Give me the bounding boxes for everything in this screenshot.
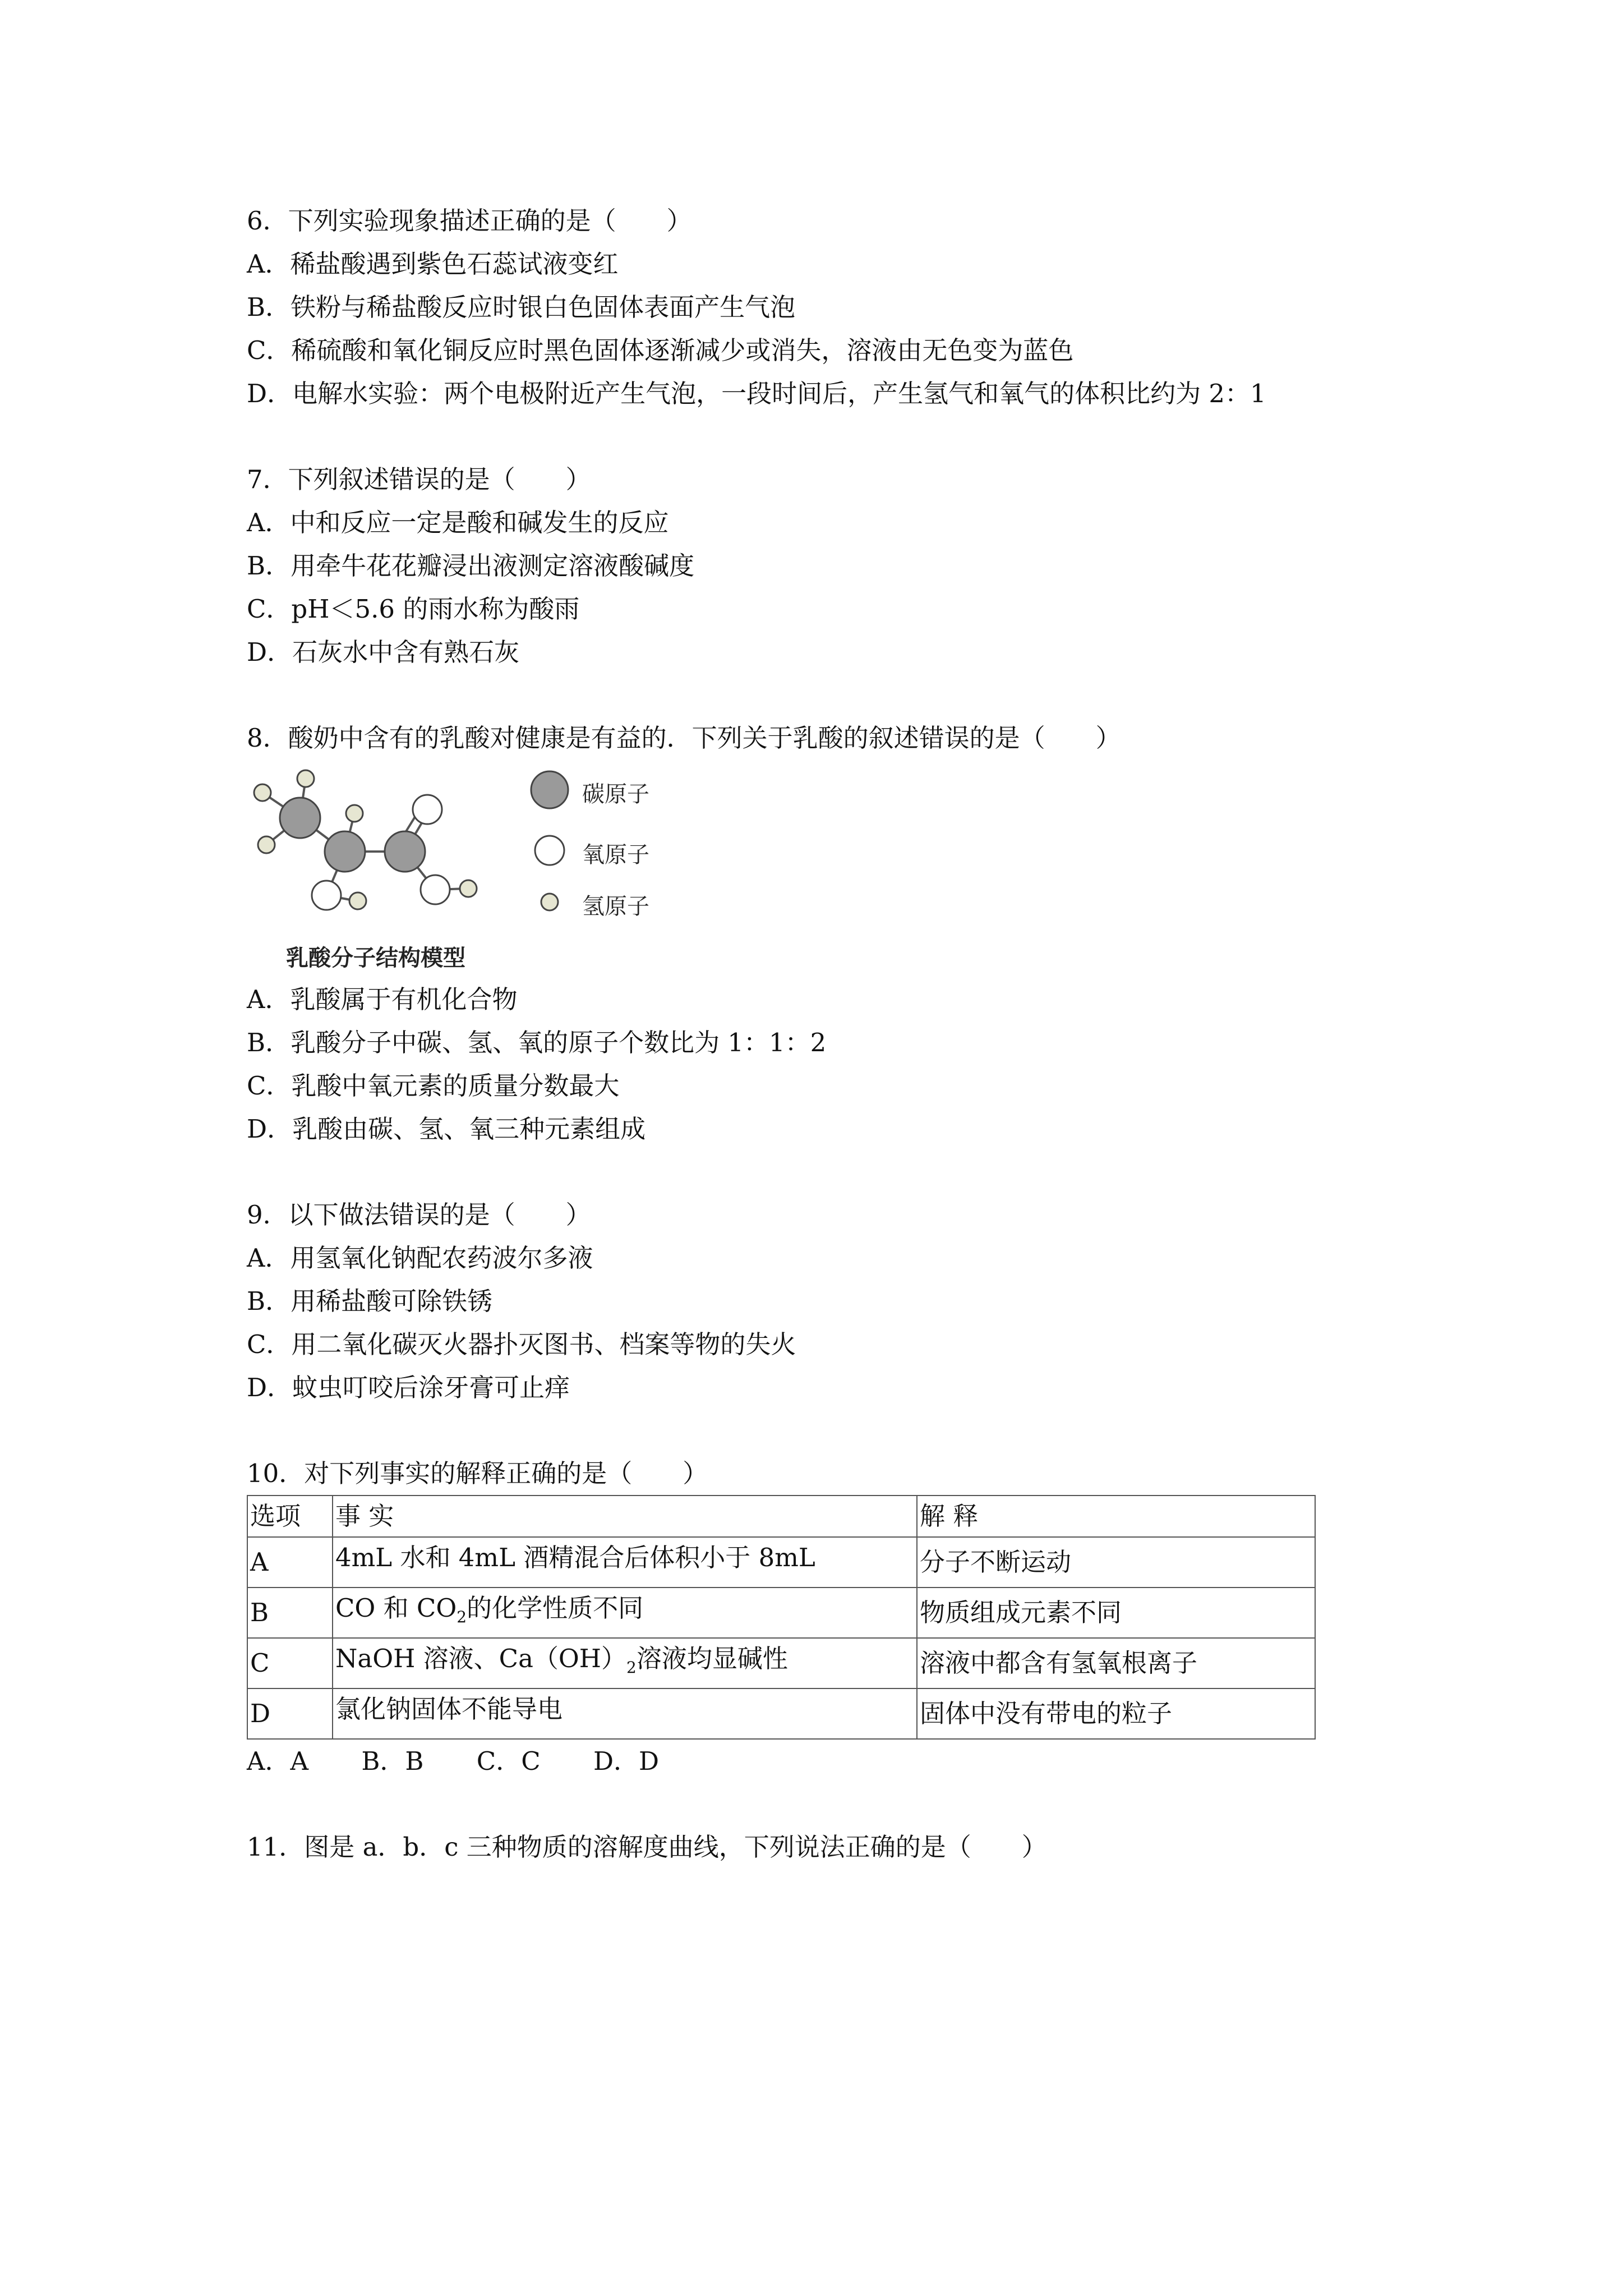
figure-caption: 乳酸分子结构模型 [286,945,465,971]
question-7-option-c: C．pH＜5.6 的雨水称为酸雨 [247,594,580,624]
question-6-title: 6．下列实验现象描述正确的是（ ） [247,206,692,236]
question-7-option-b: B．用牵牛花花瓣浸出液测定溶液酸碱度 [247,551,695,581]
table-row [247,1688,1315,1739]
hydrogen-atom-1 [297,770,314,787]
question-9-option-a: A．用氢氧化钠配农药波尔多液 [247,1243,593,1273]
legend-carbon-swatch [531,771,568,808]
question-9-option-c: C．用二氧化碳灭火器扑灭图书、档案等物的失火 [247,1329,796,1359]
row-fact [333,1638,917,1688]
fact-text: CO 和 CO [335,1593,457,1623]
legend-oxygen-swatch [535,836,564,865]
answer-option-a: A．A [247,1746,308,1776]
question-11-title: 11．图是 a．b．c 三种物质的溶解度曲线，下列说法正确的是（ ） [247,1832,1047,1862]
question-7 [247,458,1402,674]
row-option: C [247,1638,333,1688]
table-row [247,1537,1315,1588]
question-8-option-b: B．乳酸分子中碳、氢、氧的原子个数比为 1：1：2 [247,1028,827,1057]
row-option: B [247,1588,333,1638]
row-fact [333,1537,917,1588]
carbon-atom-1 [280,798,320,838]
hydrogen-atom-6 [460,880,477,897]
row-option: D [247,1688,333,1739]
question-9-title: 9．以下做法错误的是（ ） [247,1200,591,1230]
row-fact [333,1688,917,1739]
question-8-option-c: C．乳酸中氧元素的质量分数最大 [247,1071,620,1101]
fact-subscript: 2 [457,1608,467,1626]
answer-option-b: B．B [361,1746,424,1776]
question-8-title: 8．酸奶中含有的乳酸对健康是有益的．下列关于乳酸的叙述错误的是（ ） [247,723,1121,753]
fact-text: NaOH 溶液、Ca（OH） [335,1644,627,1673]
facts-table [247,1495,1316,1740]
answer-option-d: D．D [593,1746,660,1776]
table-row [247,1588,1315,1638]
question-9-option-d: D．蚊虫叮咬后涂牙膏可止痒 [247,1373,570,1402]
legend-hydrogen-label: 氢原子 [582,894,649,919]
legend-oxygen-label: 氧原子 [582,842,649,868]
question-9 [247,1193,1402,1409]
row-option: A [247,1537,333,1588]
question-6-option-b: B．铁粉与稀盐酸反应时银白色固体表面产生气泡 [247,292,796,322]
row-explanation: 物质组成元素不同 [917,1588,1315,1638]
question-page [247,199,1402,1869]
question-6-option-a: A．稀盐酸遇到紫色石蕊试液变红 [247,249,619,279]
row-explanation: 固体中没有带电的粒子 [917,1688,1315,1739]
oxygen-atom-3 [421,875,450,904]
fact-text-tail: 溶液均显碱性 [636,1644,788,1673]
question-7-option-d: D．石灰水中含有熟石灰 [247,637,520,667]
question-8 [247,716,1402,1151]
header-explanation: 解 释 [917,1496,1315,1537]
table-header-row [247,1496,1315,1537]
carbon-atom-3 [385,831,425,872]
question-7-option-a: A．中和反应一定是酸和碱发生的反应 [247,508,669,537]
row-explanation: 分子不断运动 [917,1537,1315,1588]
question-7-title: 7．下列叙述错误的是（ ） [247,464,591,494]
row-explanation: 溶液中都含有氢氧根离子 [917,1638,1315,1688]
fact-subscript: 2 [626,1658,637,1677]
question-10 [247,1452,1402,1783]
fact-text-tail: 的化学性质不同 [467,1593,644,1623]
question-8-option-a: A．乳酸属于有机化合物 [247,984,518,1014]
oxygen-atom-1 [413,795,442,824]
question-6-option-d: D．电解水实验：两个电极附近产生气泡，一段时间后，产生氢气和氧气的体积比约为 2：1 [247,379,1266,408]
question-6 [247,199,1402,415]
header-fact: 事 实 [333,1496,917,1537]
question-6-option-c: C．稀硫酸和氧化铜反应时黑色固体逐渐减少或消失，溶液由无色变为蓝色 [247,335,1074,365]
question-10-title: 10．对下列事实的解释正确的是（ ） [247,1458,708,1488]
answer-option-c: C．C [476,1746,541,1776]
question-8-option-d: D．乳酸由碳、氢、氧三种元素组成 [247,1114,646,1144]
lactic-acid-model-figure [247,762,707,978]
hydrogen-atom-4 [346,805,363,822]
fact-text: 4mL 水和 4mL 酒精混合后体积小于 8mL [335,1543,815,1572]
hydrogen-atom-5 [349,892,366,909]
question-11 [247,1825,1402,1869]
legend-hydrogen-swatch [541,894,558,910]
question-10-answers [247,1740,1402,1783]
carbon-atom-2 [325,831,365,872]
row-fact [333,1588,917,1638]
header-option: 选项 [247,1496,333,1537]
legend-carbon-label: 碳原子 [582,781,649,807]
hydrogen-atom-2 [254,784,271,801]
fact-text: 氯化钠固体不能导电 [335,1694,563,1724]
question-9-option-b: B．用稀盐酸可除铁锈 [247,1286,493,1316]
hydrogen-atom-3 [258,836,275,853]
oxygen-atom-2 [312,881,341,910]
table-row [247,1638,1315,1688]
